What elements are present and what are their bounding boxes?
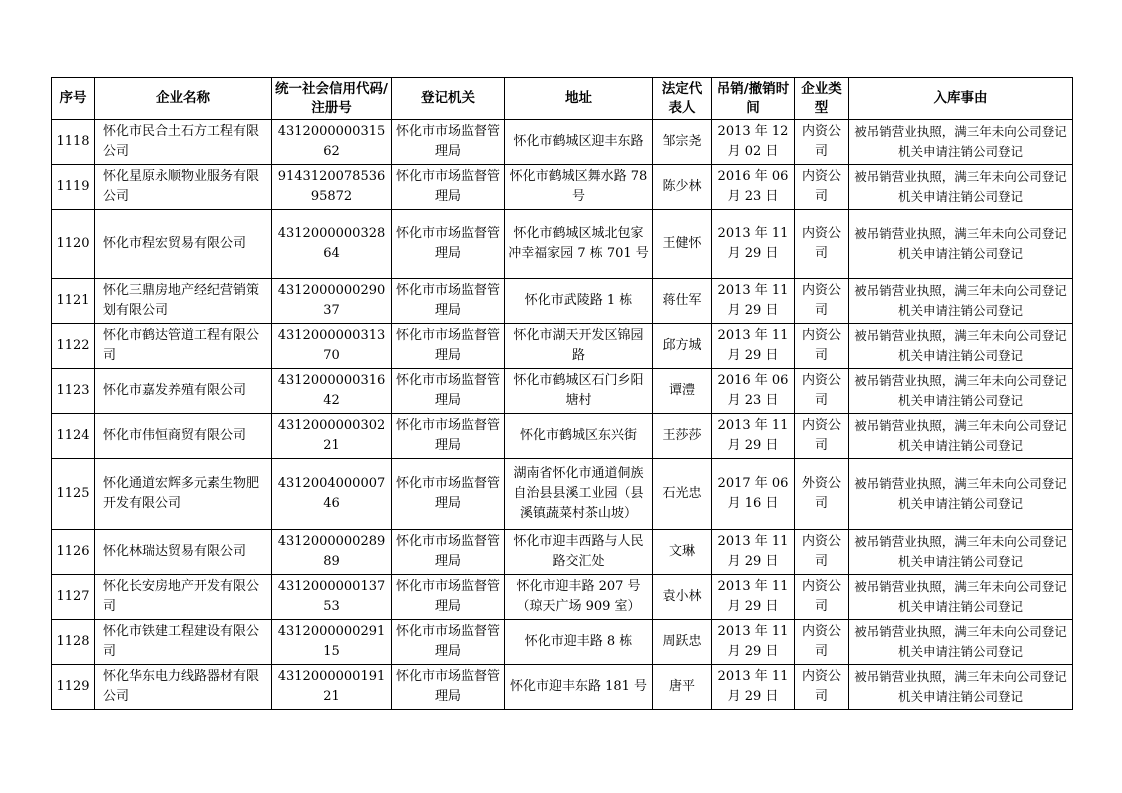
cell-company-name: 怀化华东电力线路器材有限公司 xyxy=(95,665,272,710)
cell-address: 怀化市迎丰东路 181 号 xyxy=(505,665,653,710)
header-row xyxy=(52,78,1073,120)
cell-revoke-date: 2013 年 11 月 29 日 xyxy=(712,210,795,279)
cell-seq: 1126 xyxy=(52,530,95,575)
cell-credit-code: 431200000031562 xyxy=(272,120,392,165)
cell-address: 怀化市鹤城区舞水路 78 号 xyxy=(505,165,653,210)
header-code: 统一社会信用代码/注册号 xyxy=(272,78,392,120)
header-name: 企业名称 xyxy=(95,78,272,120)
cell-credit-code: 431200400000746 xyxy=(272,459,392,530)
cell-authority: 怀化市市场监督管理局 xyxy=(392,665,505,710)
header-rep: 法定代表人 xyxy=(653,78,712,120)
cell-revoke-date: 2013 年 11 月 29 日 xyxy=(712,665,795,710)
cell-legal-rep: 陈少林 xyxy=(653,165,712,210)
cell-seq: 1122 xyxy=(52,324,95,369)
table-row xyxy=(52,369,1073,414)
cell-authority: 怀化市市场监督管理局 xyxy=(392,210,505,279)
cell-authority: 怀化市市场监督管理局 xyxy=(392,324,505,369)
cell-seq: 1119 xyxy=(52,165,95,210)
cell-reason: 被吊销营业执照，满三年未向公司登记机关申请注销公司登记 xyxy=(849,324,1073,369)
cell-credit-code: 431200000032864 xyxy=(272,210,392,279)
cell-credit-code: 431200000028989 xyxy=(272,530,392,575)
cell-legal-rep: 谭澧 xyxy=(653,369,712,414)
cell-reason: 被吊销营业执照，满三年未向公司登记机关申请注销公司登记 xyxy=(849,459,1073,530)
cell-authority: 怀化市市场监督管理局 xyxy=(392,459,505,530)
table-row xyxy=(52,324,1073,369)
cell-reason: 被吊销营业执照，满三年未向公司登记机关申请注销公司登记 xyxy=(849,665,1073,710)
cell-reason: 被吊销营业执照，满三年未向公司登记机关申请注销公司登记 xyxy=(849,620,1073,665)
cell-credit-code: 431200000029115 xyxy=(272,620,392,665)
cell-company-type: 内资公司 xyxy=(795,210,849,279)
cell-legal-rep: 邹宗尧 xyxy=(653,120,712,165)
cell-authority: 怀化市市场监督管理局 xyxy=(392,530,505,575)
cell-seq: 1128 xyxy=(52,620,95,665)
header-address: 地址 xyxy=(505,78,653,120)
cell-revoke-date: 2013 年 11 月 29 日 xyxy=(712,279,795,324)
cell-revoke-date: 2013 年 11 月 29 日 xyxy=(712,530,795,575)
table-row xyxy=(52,414,1073,459)
cell-legal-rep: 文琳 xyxy=(653,530,712,575)
cell-company-name: 怀化市伟恒商贸有限公司 xyxy=(95,414,272,459)
cell-legal-rep: 蒋仕军 xyxy=(653,279,712,324)
cell-legal-rep: 王健怀 xyxy=(653,210,712,279)
cell-revoke-date: 2017 年 06 月 16 日 xyxy=(712,459,795,530)
cell-address: 怀化市鹤城区石门乡阳塘村 xyxy=(505,369,653,414)
cell-revoke-date: 2013 年 12 月 02 日 xyxy=(712,120,795,165)
cell-seq: 1120 xyxy=(52,210,95,279)
table-row xyxy=(52,120,1073,165)
cell-authority: 怀化市市场监督管理局 xyxy=(392,620,505,665)
cell-company-name: 怀化市鹤达管道工程有限公司 xyxy=(95,324,272,369)
cell-credit-code: 431200000013753 xyxy=(272,575,392,620)
cell-reason: 被吊销营业执照，满三年未向公司登记机关申请注销公司登记 xyxy=(849,210,1073,279)
table-row xyxy=(52,165,1073,210)
address-text: 湖南省怀化市通道侗族自治县县溪工业园（县溪镇蔬菜村茶山坡） xyxy=(513,466,644,521)
cell-address: 怀化市鹤城区迎丰东路 xyxy=(505,120,653,165)
cell-address: 怀化市迎丰西路与人民路交汇处 xyxy=(505,530,653,575)
cell-legal-rep: 石光忠 xyxy=(653,459,712,530)
cell-revoke-date: 2013 年 11 月 29 日 xyxy=(712,324,795,369)
cell-seq: 1121 xyxy=(52,279,95,324)
cell-credit-code: 914312007853695872 xyxy=(272,165,392,210)
cell-legal-rep: 唐平 xyxy=(653,665,712,710)
cell-credit-code: 431200000031642 xyxy=(272,369,392,414)
cell-credit-code: 431200000031370 xyxy=(272,324,392,369)
cell-company-type: 内资公司 xyxy=(795,665,849,710)
cell-seq: 1127 xyxy=(52,575,95,620)
cell-address: 怀化市鹤城区东兴街 xyxy=(505,414,653,459)
cell-authority: 怀化市市场监督管理局 xyxy=(392,165,505,210)
header-type: 企业类型 xyxy=(795,78,849,120)
cell-company-type: 内资公司 xyxy=(795,575,849,620)
cell-company-name: 怀化林瑞达贸易有限公司 xyxy=(95,530,272,575)
cell-address: 怀化市湖天开发区锦园路 xyxy=(505,324,653,369)
cell-company-type: 内资公司 xyxy=(795,530,849,575)
cell-credit-code: 431200000019121 xyxy=(272,665,392,710)
cell-revoke-date: 2013 年 11 月 29 日 xyxy=(712,620,795,665)
cell-company-name: 怀化市铁建工程建设有限公司 xyxy=(95,620,272,665)
header-seq: 序号 xyxy=(52,78,95,120)
cell-company-type: 内资公司 xyxy=(795,279,849,324)
cell-company-name: 怀化通道宏辉多元素生物肥开发有限公司 xyxy=(95,459,272,530)
cell-address: 怀化市迎丰路 207 号（琼天广场 909 室） xyxy=(505,575,653,620)
cell-seq: 1118 xyxy=(52,120,95,165)
cell-reason: 被吊销营业执照，满三年未向公司登记机关申请注销公司登记 xyxy=(849,414,1073,459)
cell-address: 怀化市鹤城区城北包家冲幸福家园 7 栋 701 号 xyxy=(505,210,653,279)
cell-company-name: 怀化市程宏贸易有限公司 xyxy=(95,210,272,279)
cell-revoke-date: 2016 年 06 月 23 日 xyxy=(712,369,795,414)
cell-address: 怀化市迎丰路 8 栋 xyxy=(505,620,653,665)
cell-authority: 怀化市市场监督管理局 xyxy=(392,120,505,165)
cell-company-type: 内资公司 xyxy=(795,120,849,165)
cell-company-name: 怀化长安房地产开发有限公司 xyxy=(95,575,272,620)
cell-company-type: 内资公司 xyxy=(795,369,849,414)
cell-revoke-date: 2016 年 06 月 23 日 xyxy=(712,165,795,210)
cell-authority: 怀化市市场监督管理局 xyxy=(392,369,505,414)
cell-reason: 被吊销营业执照，满三年未向公司登记机关申请注销公司登记 xyxy=(849,369,1073,414)
cell-company-type: 内资公司 xyxy=(795,620,849,665)
table-row xyxy=(52,459,1073,530)
cell-reason: 被吊销营业执照，满三年未向公司登记机关申请注销公司登记 xyxy=(849,279,1073,324)
cell-reason: 被吊销营业执照，满三年未向公司登记机关申请注销公司登记 xyxy=(849,165,1073,210)
header-authority: 登记机关 xyxy=(392,78,505,120)
cell-company-name: 怀化市嘉发养殖有限公司 xyxy=(95,369,272,414)
cell-company-type: 外资公司 xyxy=(795,459,849,530)
table-row xyxy=(52,210,1073,279)
cell-address: 怀化市武陵路 1 栋 xyxy=(505,279,653,324)
cell-credit-code: 431200000029037 xyxy=(272,279,392,324)
cell-company-type: 内资公司 xyxy=(795,165,849,210)
cell-credit-code: 431200000030221 xyxy=(272,414,392,459)
cell-seq: 1125 xyxy=(52,459,95,530)
cell-reason: 被吊销营业执照，满三年未向公司登记机关申请注销公司登记 xyxy=(849,120,1073,165)
cell-company-type: 内资公司 xyxy=(795,414,849,459)
header-date: 吊销/撤销时间 xyxy=(712,78,795,120)
table-row xyxy=(52,575,1073,620)
cell-legal-rep: 王莎莎 xyxy=(653,414,712,459)
cell-legal-rep: 袁小林 xyxy=(653,575,712,620)
cell-company-name: 怀化星原永顺物业服务有限公司 xyxy=(95,165,272,210)
cell-legal-rep: 周跃忠 xyxy=(653,620,712,665)
table-row xyxy=(52,530,1073,575)
table-row xyxy=(52,620,1073,665)
cell-authority: 怀化市市场监督管理局 xyxy=(392,575,505,620)
cell-reason: 被吊销营业执照，满三年未向公司登记机关申请注销公司登记 xyxy=(849,575,1073,620)
cell-revoke-date: 2013 年 11 月 29 日 xyxy=(712,575,795,620)
cell-authority: 怀化市市场监督管理局 xyxy=(392,414,505,459)
cell-reason: 被吊销营业执照，满三年未向公司登记机关申请注销公司登记 xyxy=(849,530,1073,575)
cell-company-name: 怀化三鼎房地产经纪营销策划有限公司 xyxy=(95,279,272,324)
cell-company-name: 怀化市民合土石方工程有限公司 xyxy=(95,120,272,165)
cell-address xyxy=(505,459,653,530)
cell-seq: 1124 xyxy=(52,414,95,459)
cell-authority: 怀化市市场监督管理局 xyxy=(392,279,505,324)
cell-revoke-date: 2013 年 11 月 29 日 xyxy=(712,414,795,459)
cell-seq: 1129 xyxy=(52,665,95,710)
cell-company-type: 内资公司 xyxy=(795,324,849,369)
header-reason: 入库事由 xyxy=(849,78,1073,120)
table-row xyxy=(52,665,1073,710)
revoked-companies-table xyxy=(51,77,1073,710)
table-row xyxy=(52,279,1073,324)
cell-seq: 1123 xyxy=(52,369,95,414)
cell-legal-rep: 邱方城 xyxy=(653,324,712,369)
